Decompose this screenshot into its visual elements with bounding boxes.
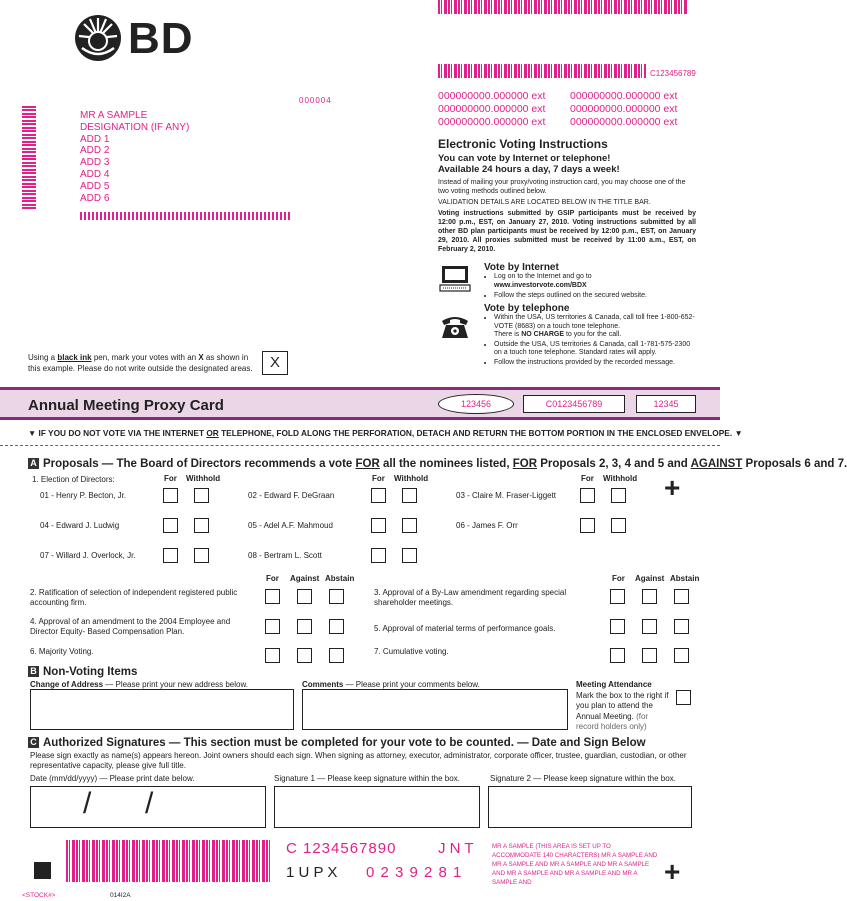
proposal-4-against-checkbox[interactable] <box>297 619 312 634</box>
stock-number: <STOCK#> <box>22 892 56 899</box>
vote-by-internet: Vote by Internet • Log on to the Internet and go to www.investorvote.com/BDX • Follow the steps outlined on the secured website. <box>484 262 698 301</box>
registration-plus: + <box>664 472 681 503</box>
nominee-03: 03 - Claire M. Fraser-Liggett <box>456 491 557 500</box>
postal-barcode <box>80 212 292 220</box>
signature-1-label: Signature 1 — Please keep signature within the box. <box>274 774 460 783</box>
proposal-5-abstain-checkbox[interactable] <box>674 619 689 634</box>
against-header: Against <box>290 574 320 583</box>
nominee-06: 06 - James F. Orr <box>456 521 518 530</box>
nominee-04-withhold-checkbox[interactable] <box>194 518 209 533</box>
withhold-header: Withhold <box>394 474 429 483</box>
card-title: Annual Meeting Proxy Card <box>28 397 224 414</box>
nominee-01-for-checkbox[interactable] <box>163 488 178 503</box>
bottom-upx: 1 U P X <box>286 864 338 881</box>
form-number: 014I2A <box>110 892 131 899</box>
proposal-3: 3. Approval of a By-Law amendment regarding special shareholder meetings. <box>374 588 567 607</box>
top-barcode <box>438 0 688 14</box>
nominee-02-for-checkbox[interactable] <box>371 488 386 503</box>
nominee-01: 01 - Henry P. Becton, Jr. <box>40 491 127 500</box>
title-code: C0123456789 <box>523 395 625 413</box>
proposal-2-abstain-checkbox[interactable] <box>329 589 344 604</box>
signature-2-label: Signature 2 — Please keep signature within the box. <box>490 774 676 783</box>
nominee-08-for-checkbox[interactable] <box>371 548 386 563</box>
proposal-6-against-checkbox[interactable] <box>297 648 312 663</box>
nominee-04-for-checkbox[interactable] <box>163 518 178 533</box>
nominee-03-for-checkbox[interactable] <box>580 488 595 503</box>
nominee-06-withhold-checkbox[interactable] <box>611 518 626 533</box>
withhold-header: Withhold <box>186 474 221 483</box>
signing-instructions: Please sign exactly as name(s) appears hereon. Joint owners should each sign. When signing as attorney, executor, administrator, corporate officer, trustee, guardian, custodian, or other representative capacity, please give full title. <box>30 751 687 770</box>
for-header: For <box>581 474 594 483</box>
nominee-08-withhold-checkbox[interactable] <box>402 548 417 563</box>
proposal-3-abstain-checkbox[interactable] <box>674 589 689 604</box>
brand-name: BD <box>128 14 194 63</box>
example-mark-box: X <box>262 351 288 375</box>
proposal-3-for-checkbox[interactable] <box>610 589 625 604</box>
vote-by-telephone: Vote by telephone • Within the USA, US territories & Canada, call toll free 1-800-652-VOTE (8683) on a touch tone telephone. There is NO CHARGE to you for the call. • Outside the USA, US territories & Canada, call 1-781-575-2300 on a touch tone telephone. Standard rates will apply. • Follow the instructions provided by the recorded message. <box>484 303 698 367</box>
mailing-address: MR A SAMPLE DESIGNATION (IF ANY) ADD 1 ADD 2 ADD 3 ADD 4 ADD 5 ADD 6 <box>80 110 190 204</box>
comments-input[interactable] <box>302 689 568 730</box>
fold-instruction: ▼ IF YOU DO NOT VOTE VIA THE INTERNET OR TELEPHONE, FOLD ALONG THE PERFORATION, DETACH AND RETURN THE BOTTOM PORTION IN THE ENCLOSED ENVELOPE. ▼ <box>28 428 743 438</box>
computer-icon <box>440 265 470 293</box>
proposal-6-abstain-checkbox[interactable] <box>329 648 344 663</box>
nominee-07: 07 - Willard J. Overlock, Jr. <box>40 551 136 560</box>
proposal-7: 7. Cumulative voting. <box>374 647 449 656</box>
date-label: Date (mm/dd/yyyy) — Please print date below. <box>30 774 195 783</box>
title-bar <box>0 387 720 420</box>
side-barcode <box>22 106 36 210</box>
bottom-barcode <box>66 840 272 882</box>
for-header: For <box>612 574 625 583</box>
nominee-05-for-checkbox[interactable] <box>371 518 386 533</box>
for-header: For <box>164 474 177 483</box>
for-header: For <box>372 474 385 483</box>
nominee-02: 02 - Edward F. DeGraan <box>248 491 335 500</box>
account-code: C123456789 <box>650 69 696 78</box>
proposal-5: 5. Approval of material terms of performance goals. <box>374 624 556 633</box>
proposal-6-for-checkbox[interactable] <box>265 648 280 663</box>
ext-codes: 000000000.000000 ext 000000000.000000 ext 000000000.000000 ext 000000000.000000 ext 000000000.000000 ext 000000000.000000 ext <box>438 90 678 128</box>
proposal-2-against-checkbox[interactable] <box>297 589 312 604</box>
comments-label: Comments — Please print your comments below. <box>302 680 480 689</box>
change-of-address-label: Change of Address — Please print your new address below. <box>30 680 249 689</box>
bottom-number: 0 2 3 9 2 8 1 <box>366 864 463 881</box>
withhold-header: Withhold <box>603 474 638 483</box>
section-a-heading: A Proposals — The Board of Directors recommends a vote FOR all the nominees listed, FOR Proposals 2, 3, 4 and 5 and AGAINST Proposals 6 and 7. <box>28 458 718 470</box>
nominee-03-withhold-checkbox[interactable] <box>611 488 626 503</box>
evi-intro: Instead of mailing your proxy/voting instruction card, you may choose one of the two voting methods outlined below. <box>438 179 686 195</box>
nominee-06-for-checkbox[interactable] <box>580 518 595 533</box>
proposal-4-for-checkbox[interactable] <box>265 619 280 634</box>
signature-2-input[interactable] <box>488 786 692 828</box>
evi-subtitle-1: You can vote by Internet or telephone! <box>438 153 611 164</box>
account-barcode <box>438 64 646 78</box>
evi-validation: VALIDATION DETAILS ARE LOCATED BELOW IN THE TITLE BAR. <box>438 199 651 206</box>
nominee-05-withhold-checkbox[interactable] <box>402 518 417 533</box>
against-header: Against <box>635 574 665 583</box>
proposal-4: 4. Approval of an amendment to the 2004 Employee and Director Equity- Based Compensation Plan. <box>30 617 231 636</box>
proposal-4-abstain-checkbox[interactable] <box>329 619 344 634</box>
nominee-01-withhold-checkbox[interactable] <box>194 488 209 503</box>
nominee-02-withhold-checkbox[interactable] <box>402 488 417 503</box>
ink-instructions: Using a black ink pen, mark your votes with an X as shown in this example. Please do not write outside the designated areas. <box>28 353 253 373</box>
title-box: 12345 <box>636 395 696 413</box>
sequence-number: 000004 <box>299 96 332 105</box>
proposal-5-against-checkbox[interactable] <box>642 619 657 634</box>
nominee-04: 04 - Edward J. Ludwig <box>40 521 120 530</box>
proposal-5-for-checkbox[interactable] <box>610 619 625 634</box>
date-input[interactable]: / / <box>30 786 266 828</box>
voting-url[interactable]: www.investorvote.com/BDX <box>494 281 587 289</box>
nominee-05: 05 - Adel A.F. Mahmoud <box>248 521 333 530</box>
perforation-line <box>0 445 720 446</box>
signature-1-input[interactable] <box>274 786 480 828</box>
bottom-jnt: J N T <box>438 840 474 857</box>
proposal-2: 2. Ratification of selection of independent registered public accounting firm. <box>30 588 238 607</box>
nominee-07-for-checkbox[interactable] <box>163 548 178 563</box>
electronic-voting-instructions <box>438 137 696 254</box>
nominee-07-withhold-checkbox[interactable] <box>194 548 209 563</box>
proposal-2-for-checkbox[interactable] <box>265 589 280 604</box>
proposal-7-for-checkbox[interactable] <box>610 648 625 663</box>
section-b-heading: B Non-Voting Items <box>28 666 137 678</box>
abstain-header: Abstain <box>670 574 700 583</box>
for-header: For <box>266 574 279 583</box>
telephone-icon <box>440 313 470 339</box>
proposal-6: 6. Majority Voting. <box>30 647 94 656</box>
proposal-3-against-checkbox[interactable] <box>642 589 657 604</box>
bottom-plus: + <box>664 856 681 887</box>
nominee-08: 08 - Bertram L. Scott <box>248 551 322 560</box>
section-c-heading: C Authorized Signatures — This section must be completed for your vote to be counted. — Date and Sign Below <box>28 737 646 749</box>
registration-square <box>34 862 51 879</box>
evi-title: Electronic Voting Instructions <box>438 137 608 151</box>
abstain-header: Abstain <box>325 574 355 583</box>
sun-logo-icon <box>74 14 122 62</box>
change-of-address-input[interactable] <box>30 689 294 730</box>
proposal-7-abstain-checkbox[interactable] <box>674 648 689 663</box>
evi-subtitle-2: Available 24 hours a day, 7 days a week! <box>438 164 620 175</box>
proposal-7-against-checkbox[interactable] <box>642 648 657 663</box>
bottom-note: MR A SAMPLE (THIS AREA IS SET UP TO ACCOMMODATE 140 CHARACTERS) MR A SAMPLE AND MR A SAMPLE AND MR A SAMPLE AND MR A SAMPLE AND MR A SAMPLE AND MR A SAMPLE AND MR A SAMPLE AND <box>492 843 658 886</box>
bottom-code: C 1234567890 <box>286 840 397 857</box>
election-label: 1. Election of Directors: <box>32 475 115 484</box>
title-oval: 123456 <box>438 394 514 414</box>
evi-deadlines: Voting instructions submitted by GSIP participants must be received by 12:00 p.m., EST, on January 27, 2010. Voting instructions submitted by all other BD plan participants must be received by 12:00 p.m., EST, on January 29, 2010. All proxies submitted must be received by 11:00 a.m., EST, on February 2, 2010. <box>438 210 696 253</box>
meeting-attendance: Meeting Attendance Mark the box to the right if you plan to attend the Annual Meeting. (for record holders only) <box>576 680 669 731</box>
meeting-attendance-checkbox[interactable] <box>676 690 691 705</box>
bd-logo <box>74 14 194 64</box>
